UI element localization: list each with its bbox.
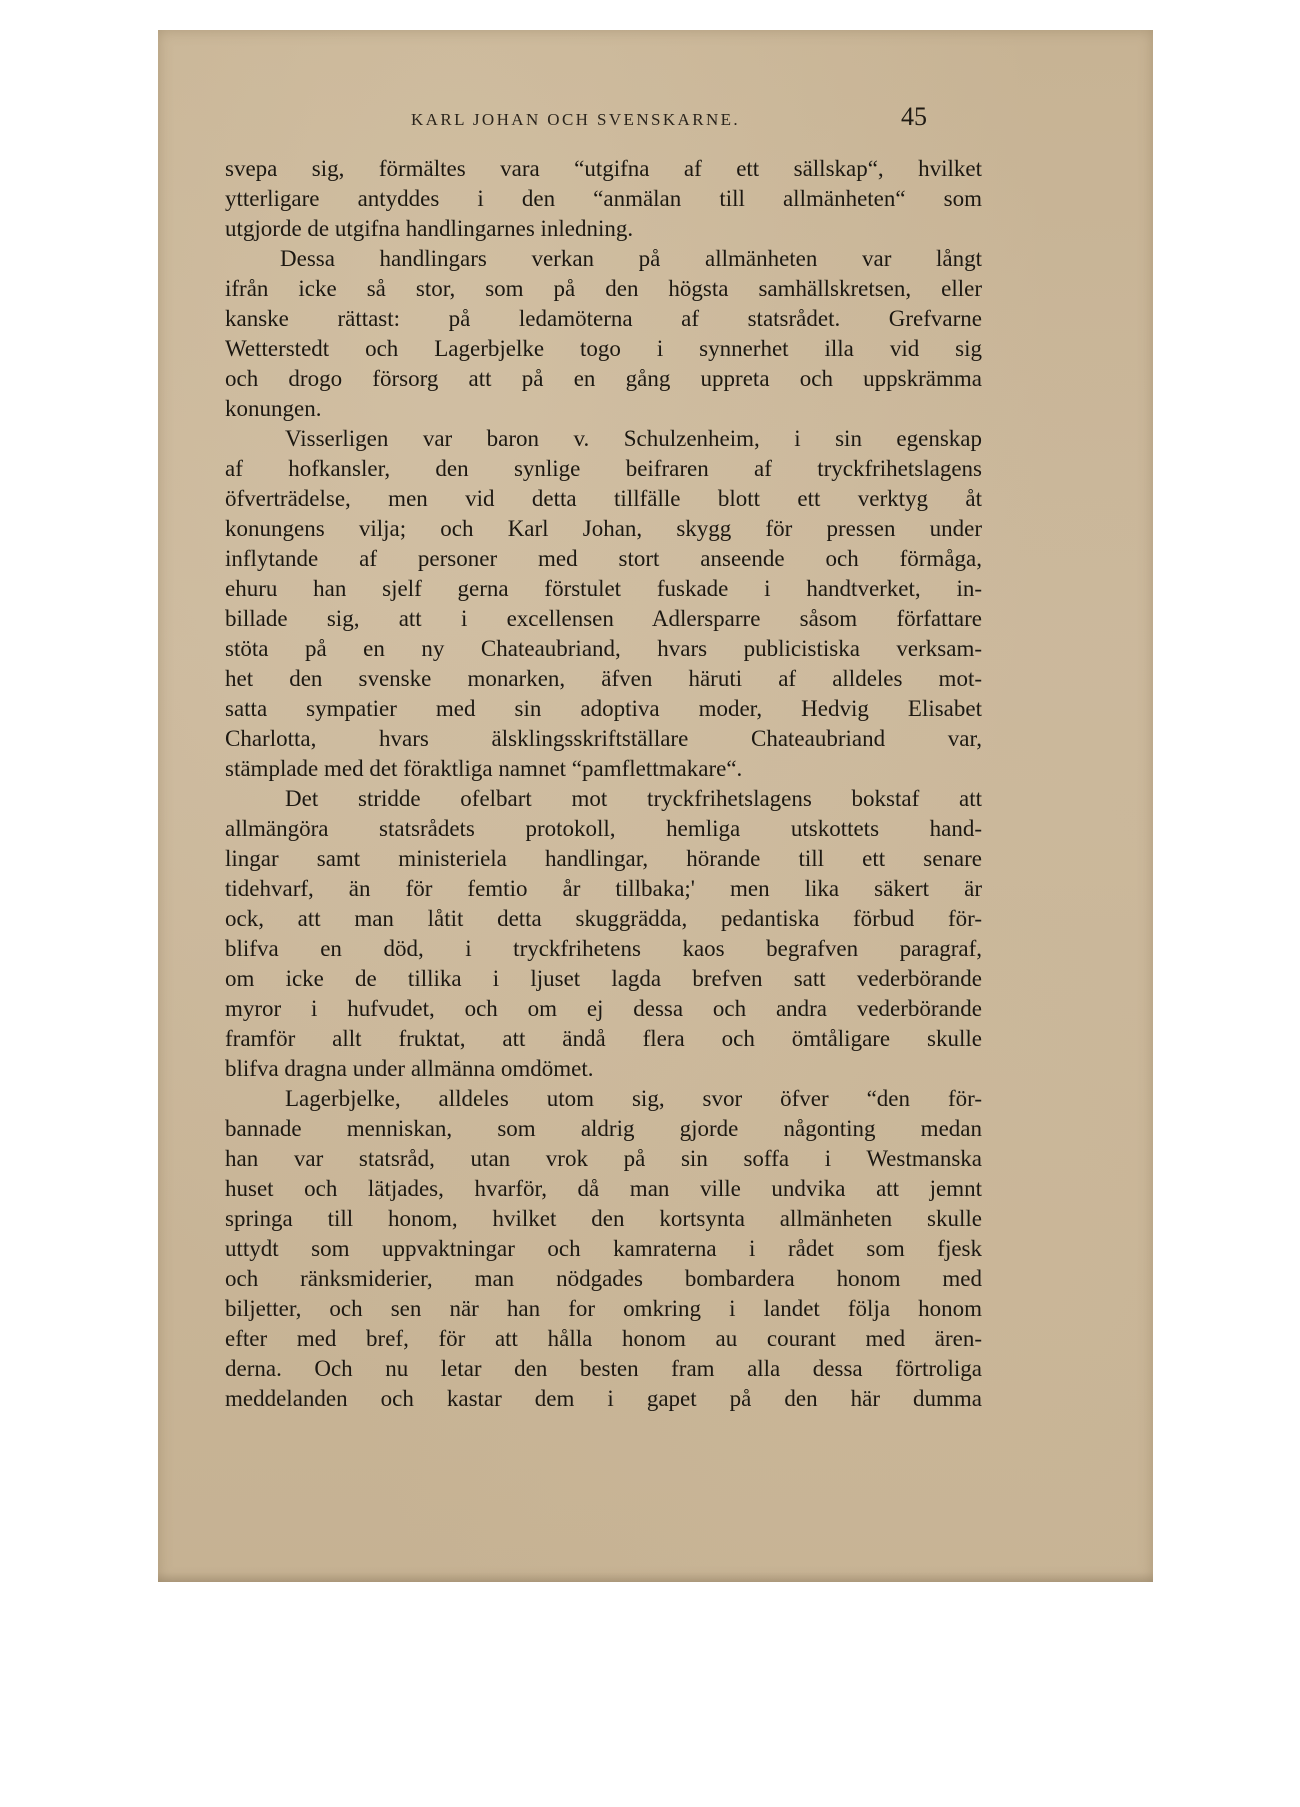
text-line: af hofkansler, den synlige beifraren af tryckfrihetslagens	[225, 456, 982, 481]
text-line: Dessa handlingars verkan på allmänheten var långt	[280, 246, 982, 271]
page-bottom-shadow	[158, 1572, 1153, 1582]
text-line: Wetterstedt och Lagerbjelke togo i synnerhet illa vid sig	[225, 336, 982, 361]
text-line: springa till honom, hvilket den kortsynta allmänheten skulle	[225, 1206, 982, 1231]
text-line: derna. Och nu letar den besten fram alla dessa förtroliga	[225, 1356, 982, 1381]
text-line: stämplade med det föraktliga namnet “pamflettmakare“.	[225, 756, 743, 781]
text-line: ytterligare antyddes i den “anmälan till allmänheten“ som	[225, 186, 982, 211]
book-page	[158, 30, 1153, 1582]
text-line: huset och lätjades, hvarför, då man ville undvika att jemnt	[225, 1176, 982, 1201]
body-text	[225, 154, 982, 1414]
text-line: efter med bref, för att hålla honom au courant med ären-	[225, 1326, 982, 1351]
text-line: satta sympatier med sin adoptiva moder, Hedvig Elisabet	[225, 696, 982, 721]
text-line: blifva en död, i tryckfrihetens kaos begrafven paragraf,	[225, 936, 982, 961]
text-line: billade sig, att i excellensen Adlersparre såsom författare	[225, 606, 982, 631]
text-line: Visserligen var baron v. Schulzenheim, i sin egenskap	[285, 426, 982, 451]
text-line: bannade menniskan, som aldrig gjorde någonting medan	[225, 1116, 982, 1141]
text-line: Lagerbjelke, alldeles utom sig, svor öfver “den för-	[285, 1086, 982, 1111]
text-line: blifva dragna under allmänna omdömet.	[225, 1056, 594, 1081]
text-line: konungens vilja; och Karl Johan, skygg för pressen under	[225, 516, 982, 541]
text-line: han var statsråd, utan vrok på sin soffa i Westmanska	[225, 1146, 982, 1171]
text-line: Charlotta, hvars älsklingsskriftställare Chateaubriand var,	[225, 726, 982, 751]
text-line: kanske rättast: på ledamöterna af statsrådet. Grefvarne	[225, 306, 982, 331]
text-line: framför allt fruktat, att ändå flera och ömtåligare skulle	[225, 1026, 982, 1051]
text-line: biljetter, och sen när han for omkring i landet följa honom	[225, 1296, 982, 1321]
page-number: 45	[901, 102, 927, 131]
text-line: stöta på en ny Chateaubriand, hvars publicistiska verksam-	[225, 636, 982, 661]
text-line: ifrån icke så stor, som på den högsta samhällskretsen, eller	[225, 276, 982, 301]
text-line: ehuru han sjelf gerna förstulet fuskade i handtverket, in-	[225, 576, 982, 601]
text-line: lingar samt ministeriela handlingar, hörande till ett senare	[225, 846, 982, 871]
text-line: tidehvarf, än för femtio år tillbaka;' men lika säkert är	[225, 876, 982, 901]
text-line: myror i hufvudet, och om ej dessa och andra vederbörande	[225, 996, 982, 1021]
text-line: svepa sig, förmältes vara “utgifna af ett sällskap“, hvilket	[225, 156, 982, 181]
running-title: KARL JOHAN OCH SVENSKARNE.	[411, 110, 741, 129]
text-line: öfverträdelse, men vid detta tillfälle blott ett verktyg åt	[225, 486, 982, 511]
text-line: utgjorde de utgifna handlingarnes inledning.	[225, 216, 634, 241]
text-line: om icke de tillika i ljuset lagda brefven satt vederbörande	[225, 966, 982, 991]
text-line: ock, att man låtit detta skuggrädda, pedantiska förbud för-	[225, 906, 982, 931]
text-line: inflytande af personer med stort anseende och förmåga,	[225, 546, 982, 571]
text-line: Det stridde ofelbart mot tryckfrihetslagens bokstaf att	[285, 786, 982, 811]
text-line: uttydt som uppvaktningar och kamraterna i rådet som fjesk	[225, 1236, 982, 1261]
page-header	[158, 102, 1153, 132]
text-line: allmängöra statsrådets protokoll, hemliga utskottets hand-	[225, 816, 982, 841]
text-line: het den svenske monarken, äfven häruti af alldeles mot-	[225, 666, 982, 691]
text-line: konungen.	[225, 396, 322, 421]
text-line: och drogo försorg att på en gång uppreta och uppskrämma	[225, 366, 982, 391]
text-line: och ränksmiderier, man nödgades bombardera honom med	[225, 1266, 982, 1291]
text-line: meddelanden och kastar dem i gapet på den här dumma	[225, 1386, 982, 1411]
